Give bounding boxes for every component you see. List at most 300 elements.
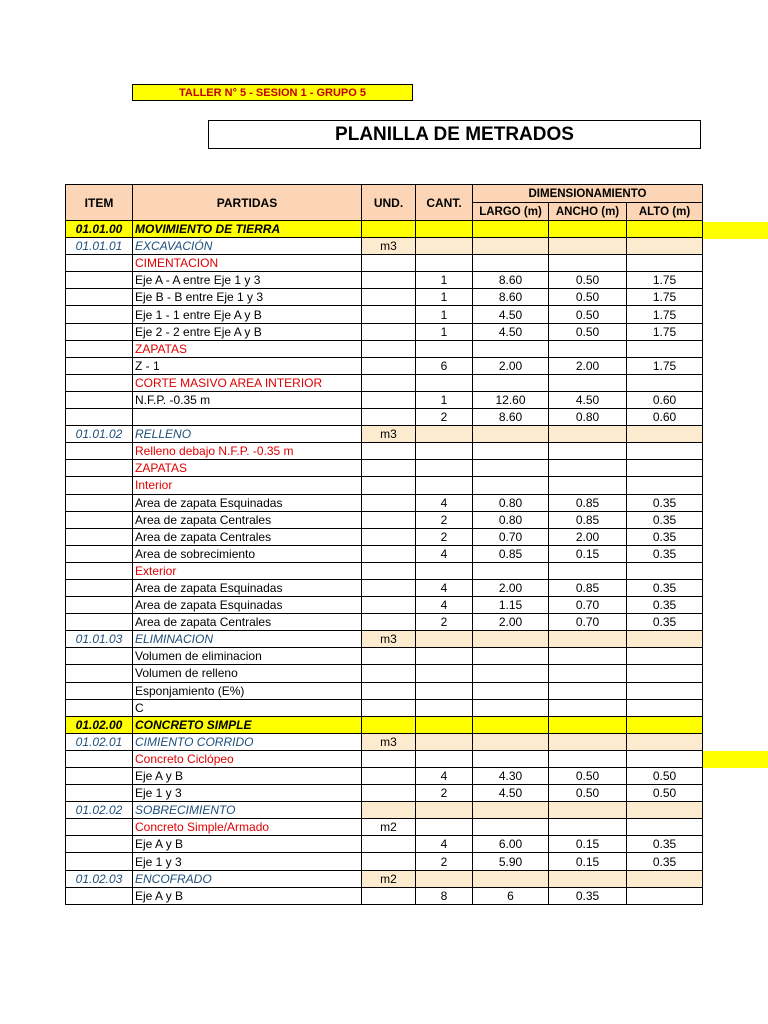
alto-cell: 0.35 xyxy=(627,614,703,631)
ancho-cell: 2.00 xyxy=(549,528,627,545)
item-cell xyxy=(66,409,133,426)
cant-cell xyxy=(416,374,473,391)
cant-cell: 2 xyxy=(416,528,473,545)
partida-cell: CIMENTACION xyxy=(133,255,362,272)
item-cell xyxy=(66,477,133,494)
ancho-cell xyxy=(549,443,627,460)
largo-cell xyxy=(473,221,549,238)
largo-cell xyxy=(473,699,549,716)
col-header-dimensionamiento: DIMENSIONAMIENTO xyxy=(473,185,703,203)
page-title: PLANILLA DE METRADOS xyxy=(208,120,701,149)
und-cell xyxy=(362,460,416,477)
largo-cell xyxy=(473,255,549,272)
table-row xyxy=(66,853,703,870)
partida-cell: CORTE MASIVO AREA INTERIOR xyxy=(133,374,362,391)
partida-cell: Relleno debajo N.F.P. -0.35 m xyxy=(133,443,362,460)
alto-cell: 1.75 xyxy=(627,323,703,340)
row-highlight-extension xyxy=(702,751,768,768)
cant-cell xyxy=(416,562,473,579)
partida-cell: Area de zapata Centrales xyxy=(133,614,362,631)
und-cell xyxy=(362,750,416,767)
cant-cell xyxy=(416,340,473,357)
ancho-cell: 0.15 xyxy=(549,545,627,562)
item-cell: 01.01.02 xyxy=(66,426,133,443)
partida-cell: Eje 1 - 1 entre Eje A y B xyxy=(133,306,362,323)
table-row xyxy=(66,477,703,494)
item-cell xyxy=(66,853,133,870)
alto-cell: 0.35 xyxy=(627,579,703,596)
item-cell xyxy=(66,545,133,562)
partida-cell: ENCOFRADO xyxy=(133,870,362,887)
item-cell xyxy=(66,785,133,802)
cant-cell: 6 xyxy=(416,357,473,374)
alto-cell: 0.35 xyxy=(627,545,703,562)
partida-cell: Interior xyxy=(133,477,362,494)
table-row xyxy=(66,870,703,887)
cant-cell: 2 xyxy=(416,853,473,870)
cant-cell xyxy=(416,477,473,494)
partida-cell: Volumen de relleno xyxy=(133,665,362,682)
largo-cell xyxy=(473,374,549,391)
partida-cell: Eje A y B xyxy=(133,836,362,853)
worksheet-header-label: TALLER N° 5 - SESION 1 - GRUPO 5 xyxy=(132,84,413,101)
largo-cell: 0.85 xyxy=(473,545,549,562)
item-cell xyxy=(66,614,133,631)
ancho-cell xyxy=(549,460,627,477)
largo-cell: 6 xyxy=(473,887,549,904)
cant-cell xyxy=(416,648,473,665)
ancho-cell xyxy=(549,238,627,255)
partida-cell: Area de zapata Esquinadas xyxy=(133,579,362,596)
und-cell xyxy=(362,614,416,631)
alto-cell: 1.75 xyxy=(627,272,703,289)
table-row xyxy=(66,255,703,272)
largo-cell: 0.80 xyxy=(473,511,549,528)
alto-cell: 1.75 xyxy=(627,357,703,374)
table-row xyxy=(66,426,703,443)
partida-cell: Eje A - A entre Eje 1 y 3 xyxy=(133,272,362,289)
partida-cell: ELIMINACION xyxy=(133,631,362,648)
cant-cell: 4 xyxy=(416,836,473,853)
item-cell xyxy=(66,306,133,323)
cant-cell: 4 xyxy=(416,597,473,614)
partida-cell: Exterior xyxy=(133,562,362,579)
table-row xyxy=(66,579,703,596)
partida-cell: Volumen de eliminacion xyxy=(133,648,362,665)
alto-cell: 0.35 xyxy=(627,511,703,528)
ancho-cell: 0.35 xyxy=(549,887,627,904)
largo-cell: 4.50 xyxy=(473,785,549,802)
cant-cell: 1 xyxy=(416,323,473,340)
alto-cell xyxy=(627,562,703,579)
item-cell xyxy=(66,255,133,272)
partida-cell: Eje A y B xyxy=(133,887,362,904)
cant-cell: 2 xyxy=(416,785,473,802)
ancho-cell: 0.85 xyxy=(549,494,627,511)
alto-cell xyxy=(627,733,703,750)
item-cell xyxy=(66,750,133,767)
ancho-cell xyxy=(549,870,627,887)
largo-cell xyxy=(473,460,549,477)
item-cell: 01.02.03 xyxy=(66,870,133,887)
item-cell xyxy=(66,836,133,853)
ancho-cell: 0.50 xyxy=(549,272,627,289)
ancho-cell xyxy=(549,426,627,443)
cant-cell xyxy=(416,733,473,750)
cant-cell xyxy=(416,802,473,819)
alto-cell xyxy=(627,631,703,648)
ancho-cell xyxy=(549,716,627,733)
ancho-cell: 0.85 xyxy=(549,579,627,596)
alto-cell: 1.75 xyxy=(627,306,703,323)
table-row xyxy=(66,887,703,904)
item-cell xyxy=(66,323,133,340)
und-cell xyxy=(362,409,416,426)
table-row xyxy=(66,374,703,391)
und-cell xyxy=(362,545,416,562)
item-cell xyxy=(66,374,133,391)
und-cell xyxy=(362,272,416,289)
item-cell xyxy=(66,528,133,545)
largo-cell: 0.80 xyxy=(473,494,549,511)
item-cell xyxy=(66,391,133,408)
item-cell xyxy=(66,562,133,579)
und-cell xyxy=(362,699,416,716)
cant-cell xyxy=(416,631,473,648)
row-highlight-extension xyxy=(702,222,768,239)
partida-cell: Area de zapata Esquinadas xyxy=(133,494,362,511)
partida-cell: EXCAVACIÓN xyxy=(133,238,362,255)
ancho-cell xyxy=(549,374,627,391)
table-row xyxy=(66,391,703,408)
und-cell: m2 xyxy=(362,870,416,887)
item-cell xyxy=(66,819,133,836)
und-cell xyxy=(362,443,416,460)
col-header-alto: ALTO (m) xyxy=(627,203,703,221)
largo-cell: 8.60 xyxy=(473,272,549,289)
largo-cell xyxy=(473,340,549,357)
ancho-cell xyxy=(549,665,627,682)
ancho-cell: 0.50 xyxy=(549,768,627,785)
item-cell: 01.01.03 xyxy=(66,631,133,648)
largo-cell: 8.60 xyxy=(473,409,549,426)
cant-cell: 1 xyxy=(416,289,473,306)
und-cell xyxy=(362,306,416,323)
item-cell: 01.02.00 xyxy=(66,716,133,733)
table-row xyxy=(66,238,703,255)
ancho-cell: 0.50 xyxy=(549,323,627,340)
largo-cell xyxy=(473,733,549,750)
ancho-cell xyxy=(549,648,627,665)
und-cell xyxy=(362,340,416,357)
ancho-cell xyxy=(549,477,627,494)
table-row xyxy=(66,306,703,323)
cant-cell: 1 xyxy=(416,391,473,408)
alto-cell xyxy=(627,665,703,682)
partida-cell: Concreto Ciclópeo xyxy=(133,750,362,767)
table-row xyxy=(66,323,703,340)
table-row xyxy=(66,836,703,853)
ancho-cell xyxy=(549,699,627,716)
table-row xyxy=(66,733,703,750)
partida-cell: Area de zapata Centrales xyxy=(133,511,362,528)
partida-cell: CONCRETO SIMPLE xyxy=(133,716,362,733)
partida-cell: Eje 2 - 2 entre Eje A y B xyxy=(133,323,362,340)
partida-cell: Area de zapata Centrales xyxy=(133,528,362,545)
table-row xyxy=(66,545,703,562)
und-cell xyxy=(362,785,416,802)
und-cell xyxy=(362,887,416,904)
largo-cell xyxy=(473,648,549,665)
largo-cell xyxy=(473,238,549,255)
alto-cell: 1.75 xyxy=(627,289,703,306)
partida-cell xyxy=(133,409,362,426)
item-cell xyxy=(66,682,133,699)
alto-cell xyxy=(627,819,703,836)
table-row xyxy=(66,494,703,511)
ancho-cell: 2.00 xyxy=(549,357,627,374)
ancho-cell xyxy=(549,221,627,238)
alto-cell: 0.50 xyxy=(627,785,703,802)
table-row xyxy=(66,716,703,733)
ancho-cell: 4.50 xyxy=(549,391,627,408)
ancho-cell: 0.50 xyxy=(549,785,627,802)
und-cell xyxy=(362,768,416,785)
partida-cell: Eje 1 y 3 xyxy=(133,785,362,802)
und-cell xyxy=(362,597,416,614)
alto-cell xyxy=(627,221,703,238)
col-header-largo: LARGO (m) xyxy=(473,203,549,221)
item-cell: 01.01.01 xyxy=(66,238,133,255)
largo-cell xyxy=(473,750,549,767)
col-header-partidas: PARTIDAS xyxy=(133,185,362,221)
item-cell xyxy=(66,648,133,665)
partida-cell: ZAPATAS xyxy=(133,340,362,357)
partida-cell: ZAPATAS xyxy=(133,460,362,477)
ancho-cell xyxy=(549,733,627,750)
table-row xyxy=(66,699,703,716)
ancho-cell: 0.15 xyxy=(549,853,627,870)
table-row xyxy=(66,631,703,648)
cant-cell xyxy=(416,426,473,443)
item-cell xyxy=(66,579,133,596)
cant-cell: 4 xyxy=(416,579,473,596)
table-row xyxy=(66,272,703,289)
table-row xyxy=(66,682,703,699)
ancho-cell: 0.50 xyxy=(549,306,627,323)
und-cell: m3 xyxy=(362,238,416,255)
table-row xyxy=(66,614,703,631)
cant-cell xyxy=(416,870,473,887)
alto-cell xyxy=(627,443,703,460)
col-header-ancho: ANCHO (m) xyxy=(549,203,627,221)
largo-cell xyxy=(473,819,549,836)
table-row xyxy=(66,665,703,682)
partida-cell: Area de zapata Esquinadas xyxy=(133,597,362,614)
cant-cell: 8 xyxy=(416,887,473,904)
cant-cell xyxy=(416,716,473,733)
alto-cell: 0.50 xyxy=(627,768,703,785)
item-cell xyxy=(66,665,133,682)
alto-cell xyxy=(627,460,703,477)
item-cell xyxy=(66,272,133,289)
largo-cell xyxy=(473,426,549,443)
largo-cell xyxy=(473,682,549,699)
item-cell xyxy=(66,597,133,614)
col-header-item: ITEM xyxy=(66,185,133,221)
ancho-cell: 0.50 xyxy=(549,289,627,306)
item-cell: 01.02.01 xyxy=(66,733,133,750)
und-cell xyxy=(362,391,416,408)
largo-cell xyxy=(473,477,549,494)
und-cell xyxy=(362,477,416,494)
alto-cell xyxy=(627,699,703,716)
alto-cell xyxy=(627,716,703,733)
partida-cell: SOBRECIMIENTO xyxy=(133,802,362,819)
und-cell: m3 xyxy=(362,733,416,750)
alto-cell xyxy=(627,374,703,391)
alto-cell xyxy=(627,887,703,904)
alto-cell xyxy=(627,802,703,819)
item-cell: 01.02.02 xyxy=(66,802,133,819)
item-cell xyxy=(66,340,133,357)
alto-cell: 0.35 xyxy=(627,494,703,511)
cant-cell: 1 xyxy=(416,306,473,323)
item-cell xyxy=(66,443,133,460)
table-row xyxy=(66,528,703,545)
table-row xyxy=(66,819,703,836)
partida-cell: Concreto Simple/Armado xyxy=(133,819,362,836)
alto-cell xyxy=(627,340,703,357)
table-row xyxy=(66,597,703,614)
cant-cell xyxy=(416,819,473,836)
und-cell xyxy=(362,528,416,545)
cant-cell: 1 xyxy=(416,272,473,289)
item-cell xyxy=(66,357,133,374)
ancho-cell xyxy=(549,562,627,579)
alto-cell: 0.35 xyxy=(627,836,703,853)
item-cell xyxy=(66,768,133,785)
ancho-cell: 0.15 xyxy=(549,836,627,853)
partida-cell: MOVIMIENTO DE TIERRA xyxy=(133,221,362,238)
und-cell: m3 xyxy=(362,426,416,443)
alto-cell xyxy=(627,426,703,443)
largo-cell xyxy=(473,631,549,648)
table-row xyxy=(66,511,703,528)
largo-cell: 4.50 xyxy=(473,306,549,323)
largo-cell: 1.15 xyxy=(473,597,549,614)
ancho-cell: 0.70 xyxy=(549,597,627,614)
largo-cell: 2.00 xyxy=(473,614,549,631)
alto-cell: 0.60 xyxy=(627,409,703,426)
table-row xyxy=(66,460,703,477)
table-row xyxy=(66,409,703,426)
partida-cell: Eje B - B entre Eje 1 y 3 xyxy=(133,289,362,306)
table-row xyxy=(66,289,703,306)
table-row xyxy=(66,785,703,802)
und-cell xyxy=(362,665,416,682)
partida-cell: CIMIENTO CORRIDO xyxy=(133,733,362,750)
alto-cell xyxy=(627,255,703,272)
ancho-cell xyxy=(549,819,627,836)
cant-cell: 2 xyxy=(416,511,473,528)
table-row xyxy=(66,340,703,357)
cant-cell: 2 xyxy=(416,409,473,426)
cant-cell: 4 xyxy=(416,494,473,511)
partida-cell: Eje 1 y 3 xyxy=(133,853,362,870)
und-cell xyxy=(362,716,416,733)
und-cell xyxy=(362,562,416,579)
cant-cell xyxy=(416,665,473,682)
partida-cell: Esponjamiento (E%) xyxy=(133,682,362,699)
und-cell xyxy=(362,374,416,391)
largo-cell: 4.50 xyxy=(473,323,549,340)
table-row xyxy=(66,221,703,238)
und-cell xyxy=(362,802,416,819)
und-cell xyxy=(362,682,416,699)
table-row xyxy=(66,443,703,460)
cant-cell: 4 xyxy=(416,545,473,562)
und-cell xyxy=(362,357,416,374)
item-cell xyxy=(66,699,133,716)
ancho-cell xyxy=(549,631,627,648)
table-row xyxy=(66,648,703,665)
partida-cell: Eje A y B xyxy=(133,768,362,785)
cant-cell xyxy=(416,750,473,767)
ancho-cell: 0.70 xyxy=(549,614,627,631)
largo-cell xyxy=(473,802,549,819)
col-header-und: UND. xyxy=(362,185,416,221)
item-cell xyxy=(66,460,133,477)
largo-cell: 12.60 xyxy=(473,391,549,408)
partida-cell: RELLENO xyxy=(133,426,362,443)
table-body xyxy=(66,221,703,905)
largo-cell xyxy=(473,665,549,682)
largo-cell: 4.30 xyxy=(473,768,549,785)
table-row xyxy=(66,768,703,785)
alto-cell xyxy=(627,238,703,255)
alto-cell xyxy=(627,648,703,665)
cant-cell xyxy=(416,443,473,460)
table-row xyxy=(66,750,703,767)
cant-cell xyxy=(416,699,473,716)
partida-cell: Z - 1 xyxy=(133,357,362,374)
partida-cell: Area de sobrecimiento xyxy=(133,545,362,562)
ancho-cell xyxy=(549,750,627,767)
alto-cell: 0.35 xyxy=(627,528,703,545)
und-cell xyxy=(362,494,416,511)
largo-cell xyxy=(473,443,549,460)
alto-cell xyxy=(627,682,703,699)
cant-cell xyxy=(416,221,473,238)
alto-cell xyxy=(627,477,703,494)
cant-cell: 2 xyxy=(416,614,473,631)
item-cell xyxy=(66,494,133,511)
ancho-cell xyxy=(549,802,627,819)
ancho-cell xyxy=(549,255,627,272)
ancho-cell xyxy=(549,340,627,357)
item-cell xyxy=(66,289,133,306)
und-cell xyxy=(362,221,416,238)
col-header-cant: CANT. xyxy=(416,185,473,221)
ancho-cell xyxy=(549,682,627,699)
und-cell xyxy=(362,648,416,665)
table-row xyxy=(66,562,703,579)
item-cell xyxy=(66,887,133,904)
alto-cell: 0.35 xyxy=(627,853,703,870)
und-cell xyxy=(362,511,416,528)
und-cell xyxy=(362,323,416,340)
